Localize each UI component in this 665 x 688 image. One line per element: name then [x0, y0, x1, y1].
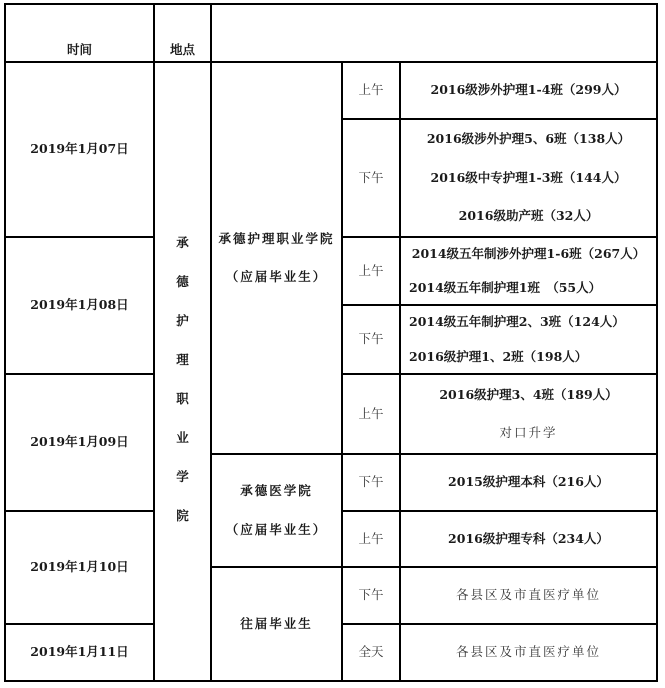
date-cell [4, 510, 155, 625]
period-text: 上午 [358, 262, 384, 278]
group-name: 承德护理职业学院 [218, 230, 335, 246]
class-text: 2016级护理专科（234人） [448, 530, 609, 546]
classes-cell [399, 118, 658, 238]
date-cell [4, 61, 155, 238]
date-cell [4, 623, 155, 682]
period-cell [341, 566, 401, 625]
date-text: 2019年1月10日 [30, 559, 129, 575]
period-cell [341, 373, 401, 455]
period-text: 下午 [358, 474, 384, 490]
date-text: 2019年1月11日 [30, 644, 129, 660]
group-cell [210, 453, 343, 568]
class-text: 各县区及市直医疗单位 [455, 587, 601, 603]
period-text: 上午 [358, 82, 384, 98]
group-name: 承德医学院 [240, 483, 313, 498]
class-text: 各县区及市直医疗单位 [455, 644, 601, 660]
classes-cell [399, 566, 658, 625]
group-cell [210, 566, 343, 682]
class-text: 2014级五年制护理1班 （55人） [409, 280, 602, 295]
date-text: 2019年1月07日 [30, 141, 129, 157]
classes-cell [399, 373, 658, 455]
period-text: 下午 [358, 331, 384, 347]
classes-cell [399, 304, 658, 375]
class-text: 2016级助产班（32人） [458, 208, 599, 224]
date-cell [4, 236, 155, 375]
period-cell [341, 236, 401, 306]
group-name: 往届毕业生 [240, 615, 313, 631]
classes-cell [399, 453, 658, 512]
class-text: 2016级涉外护理1-4班（299人） [430, 82, 627, 98]
class-text: 2014级五年制护理2、3班（124人） [409, 314, 625, 329]
location-char: 德 [176, 274, 189, 289]
period-cell [341, 453, 401, 512]
header-extra [210, 3, 658, 63]
location-cell [153, 61, 212, 682]
class-text: 2014级五年制涉外护理1-6班（267人） [411, 245, 646, 261]
location-char: 理 [176, 352, 189, 367]
period-cell [341, 118, 401, 238]
classes-cell [399, 236, 658, 306]
location-char: 承 [176, 235, 189, 250]
group-note: （应届毕业生） [225, 521, 328, 537]
class-text: 2016级护理1、2班（198人） [409, 348, 588, 364]
group-cell [210, 61, 343, 455]
date-cell [4, 373, 155, 512]
period-text: 下午 [358, 587, 384, 603]
class-text: 对口升学 [499, 425, 558, 440]
location-char: 护 [176, 313, 189, 328]
location-char: 院 [176, 508, 189, 523]
header-time [4, 3, 155, 63]
date-text: 2019年1月09日 [30, 434, 129, 450]
period-cell [341, 304, 401, 375]
period-text: 全天 [358, 644, 384, 660]
class-text: 2016级涉外护理5、6班（138人） [426, 131, 631, 147]
class-text: 2016级护理3、4班（189人） [439, 386, 618, 402]
header-location [153, 3, 212, 63]
location-char: 业 [176, 430, 189, 445]
date-text: 2019年1月08日 [30, 297, 129, 313]
classes-cell [399, 510, 658, 568]
period-text: 下午 [358, 169, 384, 185]
header-time-label: 时间 [66, 41, 92, 57]
location-char: 职 [176, 391, 189, 406]
classes-cell [399, 623, 658, 682]
class-text: 2015级护理本科（216人） [448, 474, 609, 490]
period-cell [341, 623, 401, 682]
class-text: 2016级中专护理1-3班（144人） [430, 169, 627, 185]
group-note: （应届毕业生） [225, 269, 328, 284]
period-text: 上午 [358, 405, 384, 421]
location-char: 学 [176, 469, 189, 484]
header-location-label: 地点 [169, 41, 195, 57]
classes-cell [399, 61, 658, 120]
period-cell [341, 510, 401, 568]
period-cell [341, 61, 401, 120]
period-text: 上午 [358, 530, 384, 546]
